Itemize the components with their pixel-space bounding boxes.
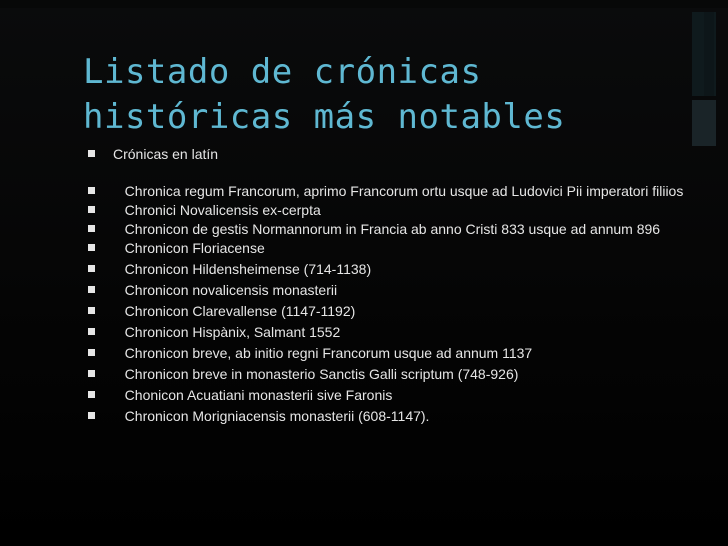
list-item-text: Chronicon Clarevallense (1147-1192) (113, 303, 356, 319)
list-item-text: Chronicon Hildensheimense (714-1138) (113, 261, 372, 277)
right-decoration-stripe (704, 12, 714, 96)
list-item-text: Chronicon Floriacense (113, 240, 265, 256)
square-bullet-icon (88, 265, 95, 272)
square-bullet-icon (88, 206, 95, 213)
square-bullet-icon (88, 391, 95, 398)
list-item-text: Chronicon Morigniacensis monasterii (608-1147). (113, 408, 430, 424)
list-item (84, 202, 684, 219)
list-item (84, 282, 684, 299)
list-item-text: Chronica regum Francorum, aprimo Francorum ortu usque ad Ludovici Pii imperatori filiios (113, 183, 684, 199)
list-item (84, 366, 684, 383)
list-item-text: Chronicon breve, ab initio regni Francorum usque ad annum 1137 (113, 345, 533, 361)
square-bullet-icon (88, 307, 95, 314)
list-item-text: Chronicon breve in monasterio Sanctis Galli scriptum (748-926) (113, 366, 519, 382)
list-item-text: Chronicon Hispànix, Salmant 1552 (113, 324, 341, 340)
list-item (84, 221, 684, 238)
square-bullet-icon (88, 150, 95, 157)
list-item-text: Crónicas en latín (113, 146, 219, 162)
list-item (84, 183, 684, 200)
square-bullet-icon (88, 412, 95, 419)
list-item (84, 240, 684, 257)
square-bullet-icon (88, 225, 95, 232)
top-band-decoration (0, 0, 728, 8)
list-item-text: Chronici Novalicensis ex-cerpta (113, 202, 321, 218)
title-line-2: históricas más notables (83, 97, 566, 137)
square-bullet-icon (88, 286, 95, 293)
list-item-text: Chronicon novalicensis monasterii (113, 282, 338, 298)
square-bullet-icon (88, 187, 95, 194)
list-item (84, 324, 684, 341)
square-bullet-icon (88, 349, 95, 356)
list-item (84, 146, 684, 163)
square-bullet-icon (88, 244, 95, 251)
title-line-1: Listado de crónicas (83, 52, 482, 92)
list-item-text: Chronicon de gestis Normannorum in Francia ab anno Cristi 833 usque ad annum 896 (113, 221, 661, 237)
list-item (84, 387, 684, 404)
right-decoration-square (692, 100, 716, 146)
square-bullet-icon (88, 328, 95, 335)
square-bullet-icon (88, 370, 95, 377)
list-item (84, 345, 684, 362)
list-item (84, 408, 684, 425)
list-item (84, 303, 684, 320)
list-item (84, 261, 684, 278)
slide-title (83, 50, 683, 140)
chronicle-list (84, 146, 684, 425)
list-item-text: Chonicon Acuatiani monasterii sive Faronis (113, 387, 393, 403)
